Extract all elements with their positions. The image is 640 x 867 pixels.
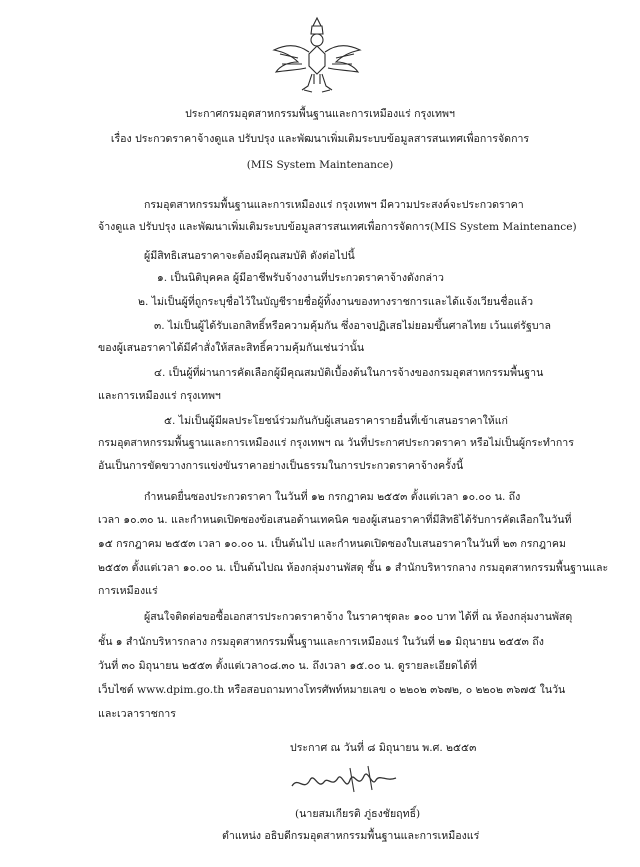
body-text-line: จ้างดูแล ปรับปรุง และพัฒนาเพิ่มเติมระบบข้อมูลสารสนเทศเพื่อการจัดการ(MIS System Maintenance): [98, 221, 577, 233]
purchase-info-line: ผู้สนใจติดต่อขอซื้อเอกสารประกวดราคาจ้าง ในราคาชุดละ ๑๐๐ บาท ได้ที่ ณ ห้องกลุ่มงานพัสดุ: [144, 611, 573, 623]
qualification-item: ๑. เป็นนิติบุคคล ผู้มีอาชีพรับจ้างงานที่ประกวดราคาจ้างดังกล่าว: [157, 272, 444, 284]
qualification-item-continued: และการเหมืองแร่ กรุงเทพฯ: [98, 390, 221, 402]
schedule-text-line: การเหมืองแร่: [98, 585, 158, 597]
announcement-subject-english: (MIS System Maintenance): [246, 159, 394, 171]
announcement-title: ประกาศกรมอุตสาหกรรมพื้นฐานและการเหมืองแร่ กรุงเทพฯ: [185, 108, 455, 120]
signature-icon: [288, 762, 400, 796]
qualification-item: ๕. ไม่เป็นผู้มีผลประโยชน์ร่วมกันกับผู้เสนอราคารายอื่นที่เข้าเสนอราคาให้แก่: [164, 415, 508, 427]
schedule-text-line: ๒๕๕๓ ตั้งแต่เวลา ๑๐.๐๐ น. เป็นต้นไปณ ห้องกลุ่มงานพัสดุ ชั้น ๑ สำนักบริหารกลาง กรมอุตสาหกรรมพื้นฐานและ: [98, 562, 609, 574]
qualifications-heading: ผู้มีสิทธิเสนอราคาจะต้องมีคุณสมบัติ ดังต่อไปนี้: [144, 250, 355, 262]
schedule-text-line: เวลา ๑๐.๓๐ น. และกำหนดเปิดซองข้อเสนอด้านเทคนิค ของผู้เสนอราคาที่มีสิทธิได้รับการคัดเลือกในวันที่: [98, 514, 572, 526]
qualification-item-continued: กรมอุตสาหกรรมพื้นฐานและการเหมืองแร่ กรุงเทพฯ ณ วันที่ประกาศประกวดราคา หรือไม่เป็นผู้กระทำการ: [98, 437, 574, 449]
purchase-info-line: เว็บไซต์ www.dpim.go.th หรือสอบถามทางโทรศัพท์หมายเลข ๐ ๒๒๐๒ ๓๖๗๒, ๐ ๒๒๐๒ ๓๖๗๕ ในวัน: [98, 684, 566, 696]
purchase-info-line: และเวลาราชการ: [98, 708, 176, 720]
qualification-item-continued: ของผู้เสนอราคาได้มีคำสั่งให้สละสิทธิ์ความคุ้มกันเช่นว่านั้น: [98, 342, 365, 354]
purchase-info-line: วันที่ ๓๐ มิถุนายน ๒๕๕๓ ตั้งแต่เวลา๐๘.๓๐ น. ถึงเวลา ๑๕.๐๐ น. ดูรายละเอียดได้ที่: [98, 660, 477, 672]
signatory-name: (นายสมเกียรติ ภู่ธงชัยฤทธิ์): [295, 808, 421, 820]
schedule-text-line: กำหนดยื่นซองประกวดราคา ในวันที่ ๑๒ กรกฎาคม ๒๕๕๓ ตั้งแต่เวลา ๑๐.๐๐ น. ถึง: [144, 491, 521, 503]
schedule-text-line: ๑๕ กรกฎาคม ๒๕๕๓ เวลา ๑๐.๐๐ น. เป็นต้นไป และกำหนดเปิดซองใบเสนอราคาในวันที่ ๒๓ กรกฎาคม: [98, 538, 566, 550]
qualification-item: ๓. ไม่เป็นผู้ได้รับเอกสิทธิ์หรือความคุ้มกัน ซึ่งอาจปฏิเสธไม่ยอมขึ้นศาลไทย เว้นแต่รัฐบาล: [154, 320, 552, 332]
signatory-position: ตำแหน่ง อธิบดีกรมอุตสาหกรรมพื้นฐานและการเหมืองแร่: [222, 830, 480, 842]
qualification-item: ๔. เป็นผู้ที่ผ่านการคัดเลือกผู้มีคุณสมบัติเบื้องต้นในการจ้างของกรมอุตสาหกรรมพื้นฐาน: [154, 367, 544, 379]
qualification-item: ๒. ไม่เป็นผู้ที่ถูกระบุชื่อไว้ในบัญชีรายชื่อผู้ทิ้งงานของทางราชการและได้แจ้งเวียนชื่อแล้ว: [138, 296, 534, 308]
body-text-line: กรมอุตสาหกรรมพื้นฐานและการเหมืองแร่ กรุงเทพฯ มีความประสงค์จะประกวดราคา: [144, 199, 524, 211]
qualification-item-continued: อันเป็นการขัดขวางการแข่งขันราคาอย่างเป็นธรรมในการประกวดราคาจ้างครั้งนี้: [98, 460, 464, 472]
announcement-subject: เรื่อง ประกวดราคาจ้างดูแล ปรับปรุง และพัฒนาเพิ่มเติมระบบข้อมูลสารสนเทศเพื่อการจัดการ: [110, 133, 530, 145]
purchase-info-line: ชั้น ๑ สำนักบริหารกลาง กรมอุตสาหกรรมพื้นฐานและการเหมืองแร่ ในวันที่ ๒๑ มิถุนายน ๒๕๕๓ ถึง: [98, 636, 544, 648]
garuda-emblem-icon: [268, 14, 366, 94]
announcement-date: ประกาศ ณ วันที่ ๘ มิถุนายน พ.ศ. ๒๕๕๓: [290, 742, 477, 754]
